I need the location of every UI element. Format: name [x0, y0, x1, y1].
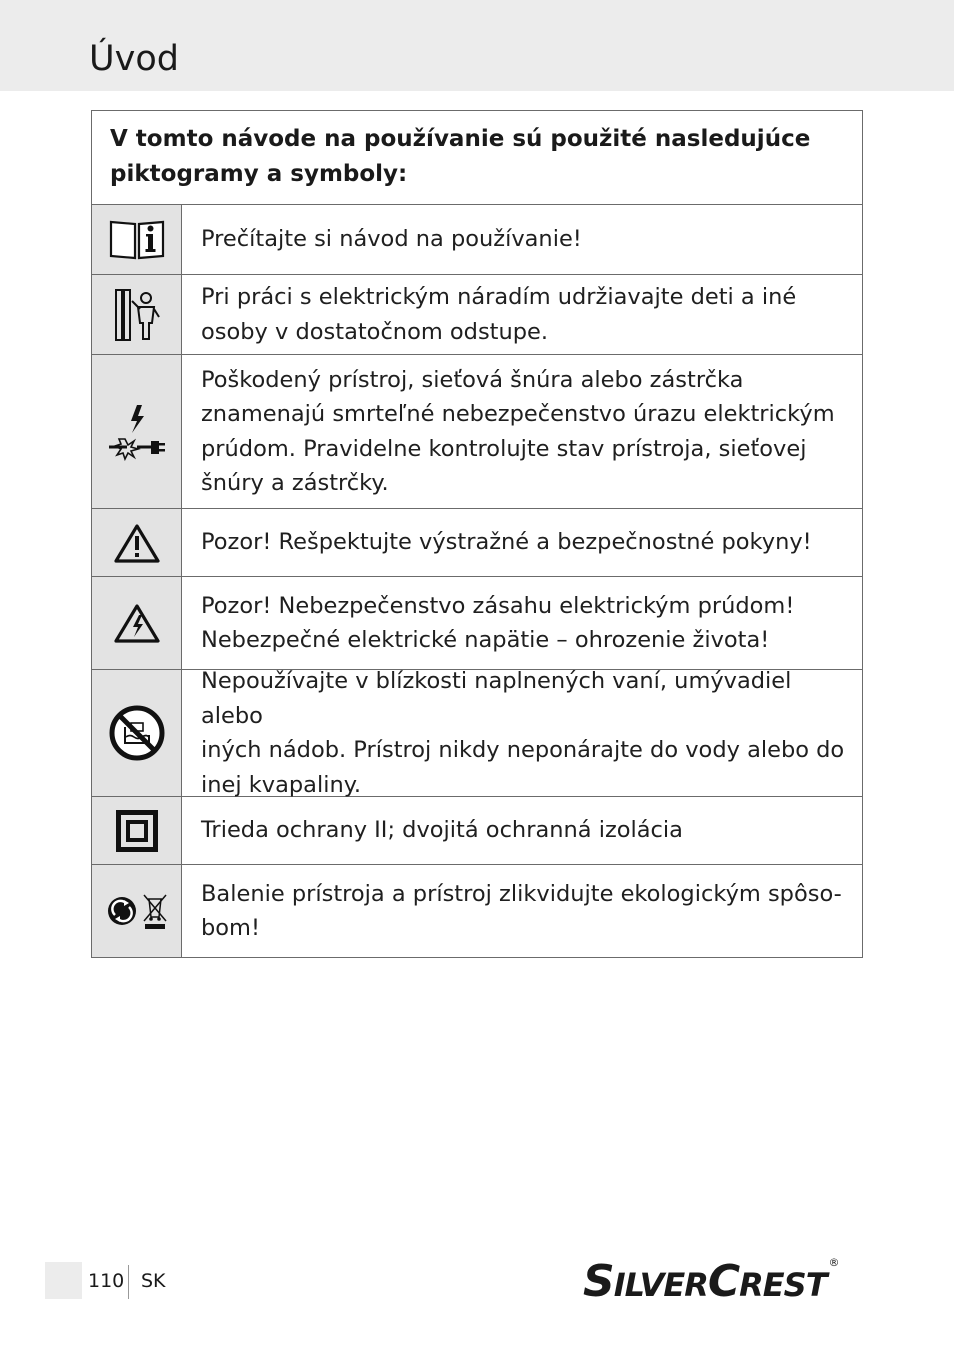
row-line: znamenajú smrteľné nebezpečenstvo úrazu elektrickým: [201, 401, 835, 427]
row-text: [182, 355, 862, 508]
row-text: [182, 670, 862, 796]
table-row: [92, 670, 862, 797]
row-line: prúdom. Pravidelne kontrolujte stav prístroja, sieťovej: [201, 435, 807, 462]
table-row: [92, 275, 862, 355]
row-line: Nebezpečné elektrické napätie – ohrozenie života!: [201, 627, 770, 653]
language-code: SK: [141, 1270, 166, 1292]
row-line: Trieda ochrany II; dvojitá ochranná izolácia: [201, 817, 683, 844]
row-line: Poškodený prístroj, sieťová šnúra alebo zástrčka: [201, 366, 744, 393]
brand-letters: REST: [739, 1266, 827, 1304]
registered-mark: ®: [828, 1256, 839, 1269]
table-row: [92, 797, 862, 865]
row-text: [182, 577, 862, 669]
brand-letter: C: [707, 1256, 740, 1307]
keep-children-away-icon: [92, 275, 182, 354]
footer-marker: [45, 1262, 82, 1299]
page-number: 110: [88, 1270, 125, 1292]
recycling-disposal-icon: [92, 865, 182, 957]
row-text: [182, 797, 862, 864]
read-manual-icon: [92, 205, 182, 274]
row-line: Prečítajte si návod na používanie!: [201, 226, 582, 253]
row-text: [182, 865, 862, 957]
row-line: Pozor! Nebezpečenstvo zásahu elektrickým prúdom!: [201, 592, 795, 619]
row-line: Balenie prístroja a prístroj zlikvidujte ekologickým spôso-: [201, 880, 842, 907]
row-text: [182, 275, 862, 354]
damaged-cable-icon: [92, 355, 182, 508]
page-title: Úvod: [89, 39, 179, 79]
row-line: Nepoužívajte v blízkosti naplnených vaní, umývadiel alebo: [201, 668, 792, 729]
table-heading: V tomto návode na používanie sú použité nasledujúce piktogramy a symboly:: [92, 111, 862, 205]
brand-letter: S: [583, 1256, 614, 1307]
footer-divider: [128, 1265, 129, 1299]
row-line: Pri práci s elektrickým náradím udržiavajte deti a iné: [201, 284, 797, 310]
table-row: [92, 577, 862, 670]
table-row: [92, 509, 862, 577]
row-text: [182, 509, 862, 576]
table-row: [92, 865, 862, 957]
symbols-table: [91, 110, 863, 958]
brand-letters: ILVER: [613, 1266, 708, 1304]
table-row: [92, 205, 862, 275]
electric-shock-warning-icon: [92, 577, 182, 669]
brand-logo: [583, 1256, 839, 1307]
protection-class-ii-icon: [92, 797, 182, 864]
row-line: iných nádob. Prístroj nikdy neponárajte do vody alebo do: [201, 737, 845, 763]
table-row: [92, 355, 862, 509]
row-line: inej kvapaliny.: [201, 771, 361, 798]
row-text: [182, 205, 862, 274]
row-line: osoby v dostatočnom odstupe.: [201, 318, 549, 345]
row-line: bom!: [201, 915, 260, 941]
no-water-icon: [92, 670, 182, 796]
row-line: šnúry a zástrčky.: [201, 470, 389, 496]
row-line: Pozor! Rešpektujte výstražné a bezpečnostné pokyny!: [201, 529, 812, 556]
warning-triangle-icon: [92, 509, 182, 576]
